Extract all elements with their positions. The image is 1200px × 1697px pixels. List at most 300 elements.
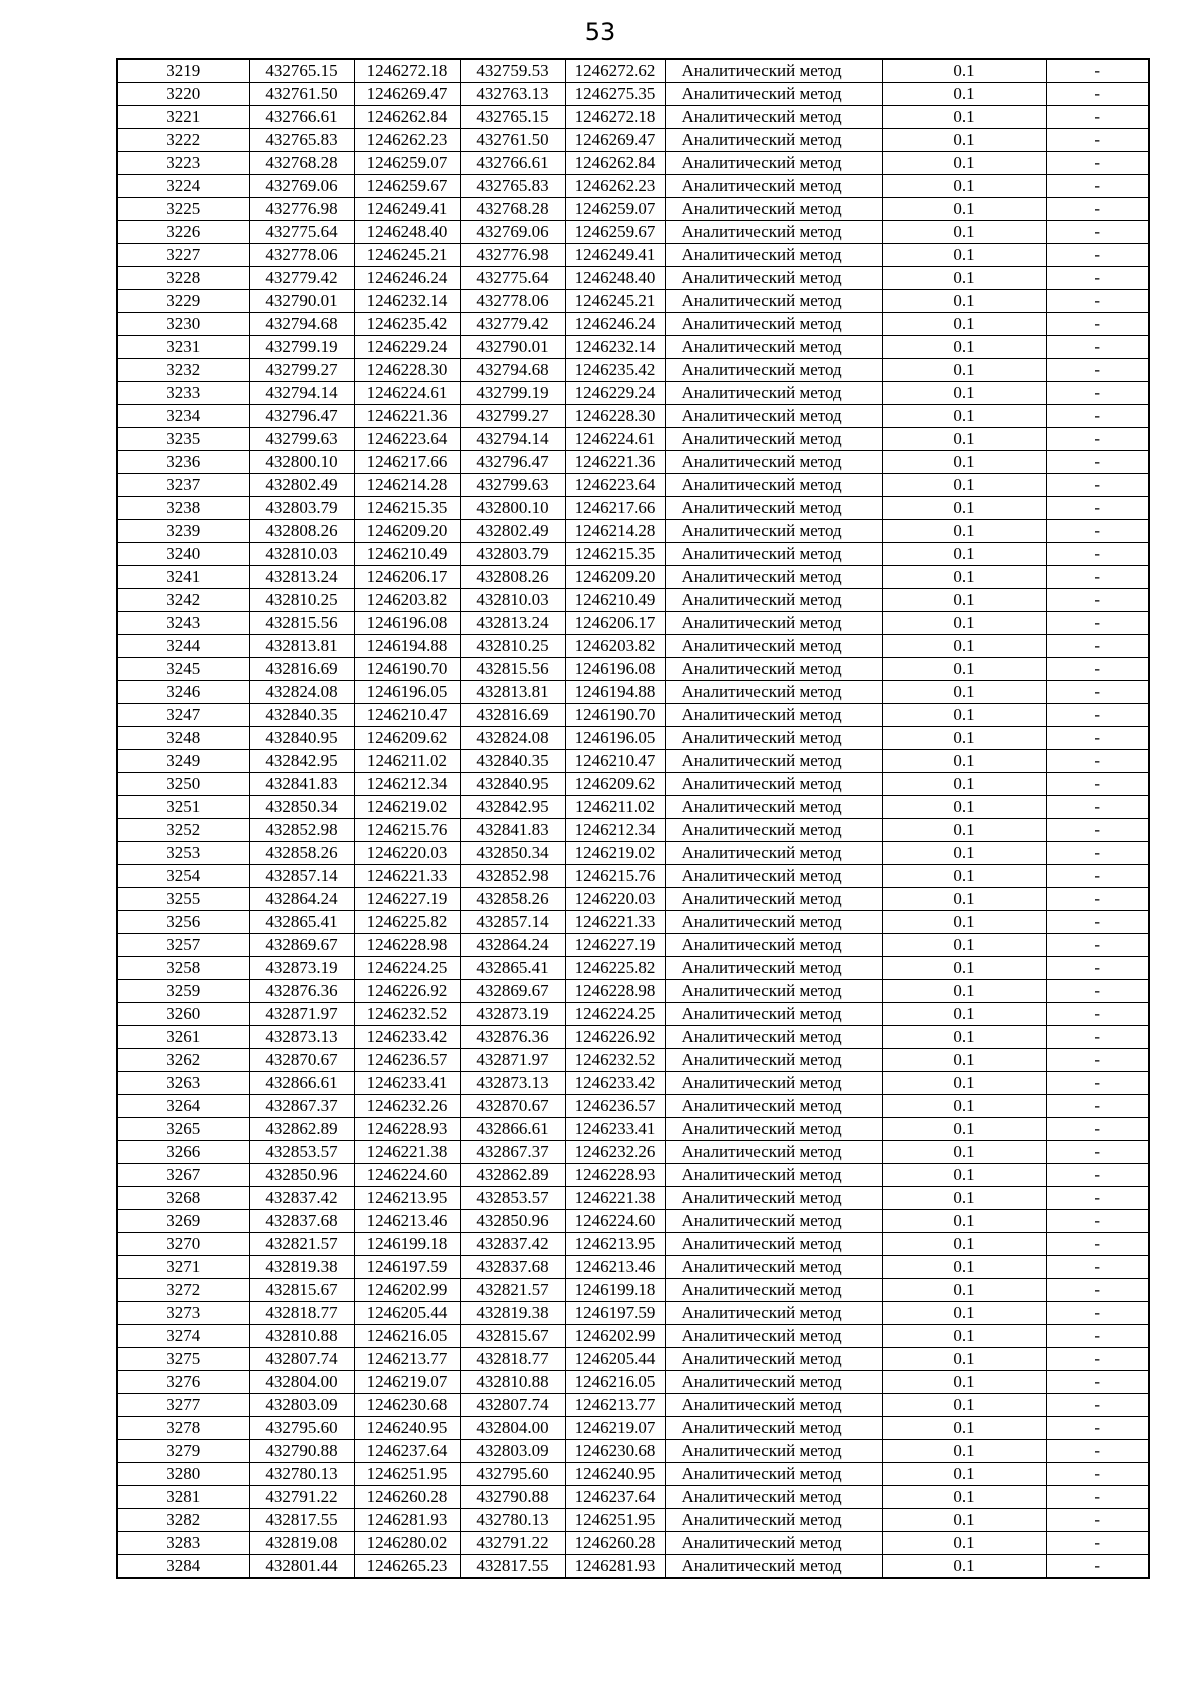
table-row	[117, 1233, 1149, 1256]
note-cell: -	[1046, 750, 1149, 773]
accuracy-cell: 0.1	[882, 1026, 1046, 1049]
note-cell: -	[1046, 267, 1149, 290]
y-start-cell: 1246196.08	[354, 612, 460, 635]
note-cell: -	[1046, 704, 1149, 727]
y-start-cell: 1246236.57	[354, 1049, 460, 1072]
point-number-cell: 3254	[117, 865, 249, 888]
x-end-cell: 432791.22	[460, 1532, 565, 1555]
table-row	[117, 1049, 1149, 1072]
note-cell: -	[1046, 1279, 1149, 1302]
x-start-cell: 432857.14	[249, 865, 354, 888]
x-start-cell: 432841.83	[249, 773, 354, 796]
method-cell: Аналитический метод	[665, 474, 882, 497]
x-start-cell: 432799.63	[249, 428, 354, 451]
note-cell: -	[1046, 1049, 1149, 1072]
x-end-cell: 432790.88	[460, 1486, 565, 1509]
note-cell: -	[1046, 1440, 1149, 1463]
x-start-cell: 432813.81	[249, 635, 354, 658]
y-start-cell: 1246215.35	[354, 497, 460, 520]
accuracy-cell: 0.1	[882, 405, 1046, 428]
x-end-cell: 432769.06	[460, 221, 565, 244]
accuracy-cell: 0.1	[882, 83, 1046, 106]
method-cell: Аналитический метод	[665, 911, 882, 934]
y-start-cell: 1246206.17	[354, 566, 460, 589]
method-cell: Аналитический метод	[665, 1394, 882, 1417]
y-end-cell: 1246245.21	[565, 290, 665, 313]
y-start-cell: 1246226.92	[354, 980, 460, 1003]
method-cell: Аналитический метод	[665, 244, 882, 267]
method-cell: Аналитический метод	[665, 221, 882, 244]
y-end-cell: 1246213.46	[565, 1256, 665, 1279]
point-number-cell: 3219	[117, 59, 249, 83]
note-cell: -	[1046, 635, 1149, 658]
table-row	[117, 980, 1149, 1003]
point-number-cell: 3270	[117, 1233, 249, 1256]
method-cell: Аналитический метод	[665, 1417, 882, 1440]
x-start-cell: 432776.98	[249, 198, 354, 221]
x-end-cell: 432815.67	[460, 1325, 565, 1348]
y-start-cell: 1246190.70	[354, 658, 460, 681]
x-end-cell: 432794.14	[460, 428, 565, 451]
accuracy-cell: 0.1	[882, 957, 1046, 980]
x-end-cell: 432862.89	[460, 1164, 565, 1187]
y-end-cell: 1246281.93	[565, 1555, 665, 1579]
y-start-cell: 1246209.20	[354, 520, 460, 543]
note-cell: -	[1046, 359, 1149, 382]
note-cell: -	[1046, 313, 1149, 336]
table-row	[117, 221, 1149, 244]
table-row	[117, 750, 1149, 773]
x-start-cell: 432840.35	[249, 704, 354, 727]
accuracy-cell: 0.1	[882, 1187, 1046, 1210]
y-start-cell: 1246209.62	[354, 727, 460, 750]
y-start-cell: 1246240.95	[354, 1417, 460, 1440]
table-row	[117, 106, 1149, 129]
y-start-cell: 1246221.36	[354, 405, 460, 428]
x-end-cell: 432803.79	[460, 543, 565, 566]
y-end-cell: 1246240.95	[565, 1463, 665, 1486]
y-start-cell: 1246219.07	[354, 1371, 460, 1394]
note-cell: -	[1046, 175, 1149, 198]
table-row	[117, 405, 1149, 428]
point-number-cell: 3234	[117, 405, 249, 428]
point-number-cell: 3256	[117, 911, 249, 934]
accuracy-cell: 0.1	[882, 842, 1046, 865]
y-start-cell: 1246210.49	[354, 543, 460, 566]
x-start-cell: 432802.49	[249, 474, 354, 497]
accuracy-cell: 0.1	[882, 727, 1046, 750]
y-start-cell: 1246202.99	[354, 1279, 460, 1302]
point-number-cell: 3227	[117, 244, 249, 267]
y-end-cell: 1246210.49	[565, 589, 665, 612]
note-cell: -	[1046, 129, 1149, 152]
method-cell: Аналитический метод	[665, 1095, 882, 1118]
note-cell: -	[1046, 842, 1149, 865]
method-cell: Аналитический метод	[665, 405, 882, 428]
accuracy-cell: 0.1	[882, 980, 1046, 1003]
note-cell: -	[1046, 1486, 1149, 1509]
point-number-cell: 3225	[117, 198, 249, 221]
note-cell: -	[1046, 520, 1149, 543]
note-cell: -	[1046, 1394, 1149, 1417]
method-cell: Аналитический метод	[665, 1532, 882, 1555]
method-cell: Аналитический метод	[665, 750, 882, 773]
table-row	[117, 957, 1149, 980]
method-cell: Аналитический метод	[665, 267, 882, 290]
point-number-cell: 3262	[117, 1049, 249, 1072]
point-number-cell: 3259	[117, 980, 249, 1003]
x-end-cell: 432840.35	[460, 750, 565, 773]
point-number-cell: 3221	[117, 106, 249, 129]
x-end-cell: 432850.34	[460, 842, 565, 865]
y-start-cell: 1246224.61	[354, 382, 460, 405]
table-row	[117, 911, 1149, 934]
x-start-cell: 432867.37	[249, 1095, 354, 1118]
method-cell: Аналитический метод	[665, 1279, 882, 1302]
x-start-cell: 432769.06	[249, 175, 354, 198]
accuracy-cell: 0.1	[882, 865, 1046, 888]
note-cell: -	[1046, 106, 1149, 129]
x-start-cell: 432840.95	[249, 727, 354, 750]
y-end-cell: 1246223.64	[565, 474, 665, 497]
y-end-cell: 1246211.02	[565, 796, 665, 819]
accuracy-cell: 0.1	[882, 1279, 1046, 1302]
table-row	[117, 359, 1149, 382]
method-cell: Аналитический метод	[665, 1325, 882, 1348]
note-cell: -	[1046, 796, 1149, 819]
x-start-cell: 432873.19	[249, 957, 354, 980]
y-end-cell: 1246249.41	[565, 244, 665, 267]
accuracy-cell: 0.1	[882, 1118, 1046, 1141]
table-row	[117, 451, 1149, 474]
accuracy-cell: 0.1	[882, 1371, 1046, 1394]
note-cell: -	[1046, 589, 1149, 612]
x-start-cell: 432837.42	[249, 1187, 354, 1210]
method-cell: Аналитический метод	[665, 589, 882, 612]
y-start-cell: 1246223.64	[354, 428, 460, 451]
note-cell: -	[1046, 474, 1149, 497]
accuracy-cell: 0.1	[882, 221, 1046, 244]
y-end-cell: 1246269.47	[565, 129, 665, 152]
y-end-cell: 1246272.18	[565, 106, 665, 129]
table-row	[117, 290, 1149, 313]
x-end-cell: 432810.03	[460, 589, 565, 612]
point-number-cell: 3267	[117, 1164, 249, 1187]
x-start-cell: 432810.03	[249, 543, 354, 566]
y-start-cell: 1246217.66	[354, 451, 460, 474]
method-cell: Аналитический метод	[665, 106, 882, 129]
method-cell: Аналитический метод	[665, 1256, 882, 1279]
x-end-cell: 432867.37	[460, 1141, 565, 1164]
method-cell: Аналитический метод	[665, 819, 882, 842]
note-cell: -	[1046, 221, 1149, 244]
x-start-cell: 432821.57	[249, 1233, 354, 1256]
x-start-cell: 432800.10	[249, 451, 354, 474]
point-number-cell: 3275	[117, 1348, 249, 1371]
point-number-cell: 3220	[117, 83, 249, 106]
accuracy-cell: 0.1	[882, 543, 1046, 566]
y-start-cell: 1246224.60	[354, 1164, 460, 1187]
accuracy-cell: 0.1	[882, 198, 1046, 221]
x-end-cell: 432837.42	[460, 1233, 565, 1256]
point-number-cell: 3223	[117, 152, 249, 175]
y-end-cell: 1246220.03	[565, 888, 665, 911]
table-row	[117, 1555, 1149, 1579]
point-number-cell: 3257	[117, 934, 249, 957]
point-number-cell: 3243	[117, 612, 249, 635]
y-end-cell: 1246209.20	[565, 566, 665, 589]
table-row	[117, 1141, 1149, 1164]
table-row	[117, 267, 1149, 290]
x-start-cell: 432873.13	[249, 1026, 354, 1049]
x-start-cell: 432790.88	[249, 1440, 354, 1463]
point-number-cell: 3264	[117, 1095, 249, 1118]
y-end-cell: 1246235.42	[565, 359, 665, 382]
x-end-cell: 432819.38	[460, 1302, 565, 1325]
x-end-cell: 432766.61	[460, 152, 565, 175]
table-row	[117, 1072, 1149, 1095]
y-start-cell: 1246203.82	[354, 589, 460, 612]
table-row	[117, 1279, 1149, 1302]
y-end-cell: 1246197.59	[565, 1302, 665, 1325]
table-row	[117, 1210, 1149, 1233]
method-cell: Аналитический метод	[665, 313, 882, 336]
x-end-cell: 432810.25	[460, 635, 565, 658]
note-cell: -	[1046, 1187, 1149, 1210]
point-number-cell: 3265	[117, 1118, 249, 1141]
point-number-cell: 3222	[117, 129, 249, 152]
x-end-cell: 432808.26	[460, 566, 565, 589]
table-row	[117, 497, 1149, 520]
accuracy-cell: 0.1	[882, 1555, 1046, 1579]
method-cell: Аналитический метод	[665, 1555, 882, 1579]
y-end-cell: 1246262.23	[565, 175, 665, 198]
accuracy-cell: 0.1	[882, 589, 1046, 612]
method-cell: Аналитический метод	[665, 359, 882, 382]
x-start-cell: 432803.09	[249, 1394, 354, 1417]
x-start-cell: 432815.67	[249, 1279, 354, 1302]
method-cell: Аналитический метод	[665, 152, 882, 175]
table-row	[117, 842, 1149, 865]
x-start-cell: 432761.50	[249, 83, 354, 106]
accuracy-cell: 0.1	[882, 704, 1046, 727]
note-cell: -	[1046, 244, 1149, 267]
y-end-cell: 1246259.07	[565, 198, 665, 221]
table-row	[117, 129, 1149, 152]
y-end-cell: 1246272.62	[565, 59, 665, 83]
method-cell: Аналитический метод	[665, 543, 882, 566]
x-start-cell: 432803.79	[249, 497, 354, 520]
table-row	[117, 152, 1149, 175]
point-number-cell: 3279	[117, 1440, 249, 1463]
y-start-cell: 1246260.28	[354, 1486, 460, 1509]
x-start-cell: 432807.74	[249, 1348, 354, 1371]
accuracy-cell: 0.1	[882, 359, 1046, 382]
x-start-cell: 432869.67	[249, 934, 354, 957]
table-row	[117, 1532, 1149, 1555]
accuracy-cell: 0.1	[882, 1509, 1046, 1532]
y-start-cell: 1246205.44	[354, 1302, 460, 1325]
x-end-cell: 432790.01	[460, 336, 565, 359]
note-cell: -	[1046, 451, 1149, 474]
note-cell: -	[1046, 1256, 1149, 1279]
table-row	[117, 1394, 1149, 1417]
x-end-cell: 432816.69	[460, 704, 565, 727]
method-cell: Аналитический метод	[665, 1187, 882, 1210]
y-start-cell: 1246220.03	[354, 842, 460, 865]
y-start-cell: 1246230.68	[354, 1394, 460, 1417]
y-end-cell: 1246219.02	[565, 842, 665, 865]
x-end-cell: 432780.13	[460, 1509, 565, 1532]
x-end-cell: 432864.24	[460, 934, 565, 957]
point-number-cell: 3261	[117, 1026, 249, 1049]
method-cell: Аналитический метод	[665, 1072, 882, 1095]
y-start-cell: 1246233.41	[354, 1072, 460, 1095]
x-end-cell: 432813.24	[460, 612, 565, 635]
table-row	[117, 796, 1149, 819]
y-end-cell: 1246215.35	[565, 543, 665, 566]
y-end-cell: 1246196.05	[565, 727, 665, 750]
x-start-cell: 432810.88	[249, 1325, 354, 1348]
accuracy-cell: 0.1	[882, 1394, 1046, 1417]
y-start-cell: 1246246.24	[354, 267, 460, 290]
x-end-cell: 432800.10	[460, 497, 565, 520]
table-row	[117, 1440, 1149, 1463]
y-end-cell: 1246246.24	[565, 313, 665, 336]
x-end-cell: 432813.81	[460, 681, 565, 704]
y-start-cell: 1246197.59	[354, 1256, 460, 1279]
accuracy-cell: 0.1	[882, 129, 1046, 152]
y-end-cell: 1246221.36	[565, 451, 665, 474]
accuracy-cell: 0.1	[882, 681, 1046, 704]
method-cell: Аналитический метод	[665, 198, 882, 221]
y-end-cell: 1246229.24	[565, 382, 665, 405]
point-number-cell: 3247	[117, 704, 249, 727]
method-cell: Аналитический метод	[665, 1440, 882, 1463]
y-start-cell: 1246215.76	[354, 819, 460, 842]
method-cell: Аналитический метод	[665, 1486, 882, 1509]
accuracy-cell: 0.1	[882, 773, 1046, 796]
x-end-cell: 432810.88	[460, 1371, 565, 1394]
x-start-cell: 432824.08	[249, 681, 354, 704]
y-end-cell: 1246228.98	[565, 980, 665, 1003]
point-number-cell: 3271	[117, 1256, 249, 1279]
x-start-cell: 432768.28	[249, 152, 354, 175]
x-start-cell: 432804.00	[249, 1371, 354, 1394]
x-end-cell: 432824.08	[460, 727, 565, 750]
note-cell: -	[1046, 980, 1149, 1003]
y-end-cell: 1246233.41	[565, 1118, 665, 1141]
method-cell: Аналитический метод	[665, 635, 882, 658]
y-start-cell: 1246225.82	[354, 911, 460, 934]
x-start-cell: 432810.25	[249, 589, 354, 612]
y-start-cell: 1246259.07	[354, 152, 460, 175]
accuracy-cell: 0.1	[882, 313, 1046, 336]
point-number-cell: 3258	[117, 957, 249, 980]
point-number-cell: 3232	[117, 359, 249, 382]
y-start-cell: 1246213.95	[354, 1187, 460, 1210]
point-number-cell: 3248	[117, 727, 249, 750]
note-cell: -	[1046, 658, 1149, 681]
x-end-cell: 432761.50	[460, 129, 565, 152]
point-number-cell: 3272	[117, 1279, 249, 1302]
method-cell: Аналитический метод	[665, 336, 882, 359]
table-row	[117, 474, 1149, 497]
page-number: 53	[584, 18, 616, 46]
accuracy-cell: 0.1	[882, 566, 1046, 589]
note-cell: -	[1046, 1302, 1149, 1325]
accuracy-cell: 0.1	[882, 106, 1046, 129]
point-number-cell: 3241	[117, 566, 249, 589]
y-end-cell: 1246215.76	[565, 865, 665, 888]
y-end-cell: 1246232.14	[565, 336, 665, 359]
method-cell: Аналитический метод	[665, 59, 882, 83]
y-start-cell: 1246227.19	[354, 888, 460, 911]
note-cell: -	[1046, 405, 1149, 428]
note-cell: -	[1046, 911, 1149, 934]
table-row	[117, 819, 1149, 842]
point-number-cell: 3277	[117, 1394, 249, 1417]
note-cell: -	[1046, 83, 1149, 106]
x-start-cell: 432799.27	[249, 359, 354, 382]
y-start-cell: 1246211.02	[354, 750, 460, 773]
note-cell: -	[1046, 1003, 1149, 1026]
accuracy-cell: 0.1	[882, 1532, 1046, 1555]
note-cell: -	[1046, 727, 1149, 750]
point-number-cell: 3239	[117, 520, 249, 543]
accuracy-cell: 0.1	[882, 750, 1046, 773]
point-number-cell: 3273	[117, 1302, 249, 1325]
x-end-cell: 432803.09	[460, 1440, 565, 1463]
x-start-cell: 432858.26	[249, 842, 354, 865]
y-end-cell: 1246210.47	[565, 750, 665, 773]
x-start-cell: 432837.68	[249, 1210, 354, 1233]
method-cell: Аналитический метод	[665, 980, 882, 1003]
y-end-cell: 1246202.99	[565, 1325, 665, 1348]
x-start-cell: 432790.01	[249, 290, 354, 313]
method-cell: Аналитический метод	[665, 1164, 882, 1187]
method-cell: Аналитический метод	[665, 175, 882, 198]
x-end-cell: 432804.00	[460, 1417, 565, 1440]
point-number-cell: 3240	[117, 543, 249, 566]
x-end-cell: 432841.83	[460, 819, 565, 842]
y-start-cell: 1246245.21	[354, 244, 460, 267]
method-cell: Аналитический метод	[665, 1348, 882, 1371]
y-end-cell: 1246213.95	[565, 1233, 665, 1256]
x-start-cell: 432808.26	[249, 520, 354, 543]
x-start-cell: 432817.55	[249, 1509, 354, 1532]
x-start-cell: 432870.67	[249, 1049, 354, 1072]
y-start-cell: 1246224.25	[354, 957, 460, 980]
method-cell: Аналитический метод	[665, 451, 882, 474]
accuracy-cell: 0.1	[882, 1164, 1046, 1187]
point-number-cell: 3238	[117, 497, 249, 520]
table-row	[117, 1256, 1149, 1279]
note-cell: -	[1046, 1072, 1149, 1095]
x-end-cell: 432775.64	[460, 267, 565, 290]
accuracy-cell: 0.1	[882, 1486, 1046, 1509]
table-row	[117, 1509, 1149, 1532]
accuracy-cell: 0.1	[882, 1072, 1046, 1095]
accuracy-cell: 0.1	[882, 336, 1046, 359]
x-end-cell: 432842.95	[460, 796, 565, 819]
y-end-cell: 1246205.44	[565, 1348, 665, 1371]
y-end-cell: 1246236.57	[565, 1095, 665, 1118]
y-end-cell: 1246248.40	[565, 267, 665, 290]
point-number-cell: 3268	[117, 1187, 249, 1210]
table-row	[117, 428, 1149, 451]
table-row	[117, 1417, 1149, 1440]
